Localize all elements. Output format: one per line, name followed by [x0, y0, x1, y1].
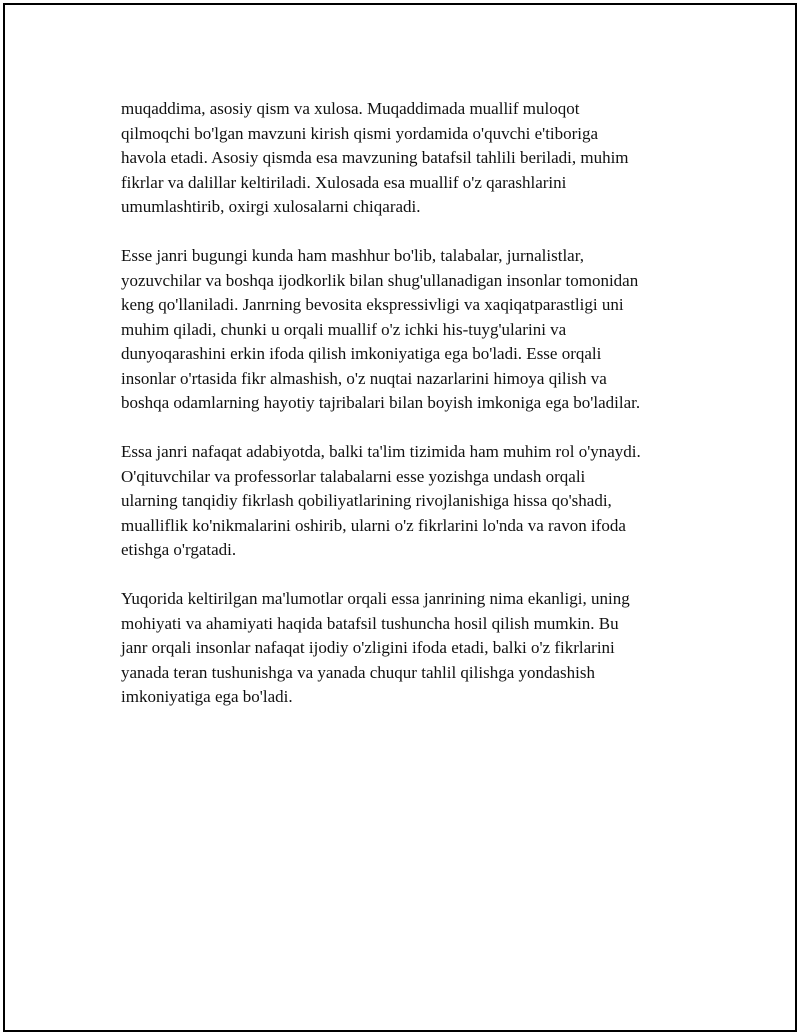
document-body	[121, 97, 721, 734]
paragraph-3: Essa janri nafaqat adabiyotda, balki ta'lim tizimida ham muhim rol o'ynaydi. O'qituvchilar va professorlar talabalarni esse yozishga undash orqali ularning tanqidiy fikrlash qobiliyatlarining rivojlanishiga hissa qo'shadi, mualliflik ko'nikmalarini oshirib, ularni o'z fikrlarini lo'nda va ravon ifoda etishga o'rgatadi.	[121, 442, 641, 559]
paragraph-1: muqaddima, asosiy qism va xulosa. Muqaddimada muallif muloqot qilmoqchi bo'lgan mavzuni kirish qismi yordamida o'quvchi e'tiboriga havola etadi. Asosiy qismda esa mavzuning batafsil tahlili beriladi, muhim fikrlar va dalillar keltiriladi. Xulosada esa muallif o'z qarashlarini umumlashtirib, oxirgi xulosalarni chiqaradi.	[121, 99, 629, 216]
paragraph-2: Esse janri bugungi kunda ham mashhur bo'lib, talabalar, jurnalistlar, yozuvchilar va boshqa ijodkorlik bilan shug'ullanadigan insonlar tomonidan keng qo'llaniladi. Janrning bevosita ekspressivligi va xaqiqatparastligi uni muhim qiladi, chunki u orqali muallif o'z ichki his-tuyg'ularini va dunyoqarashini erkin ifoda qilish imkoniyatiga ega bo'ladi. Esse orqali insonlar o'rtasida fikr almashish, o'z nuqtai nazarlarini himoya qilish va boshqa odamlarning hayotiy tajribalari bilan boyish imkoniga ega bo'ladilar.	[121, 246, 641, 412]
document-page	[3, 3, 797, 1032]
paragraph-4: Yuqorida keltirilgan ma'lumotlar orqali essa janrining nima ekanligi, uning mohiyati va ahamiyati haqida batafsil tushuncha hosil qilish mumkin. Bu janr orqali insonlar nafaqat ijodiy o'zligini ifoda etadi, balki o'z fikrlarini yanada teran tushunishga va yanada chuqur tahlil qilishga yondashish imkoniyatiga ega bo'ladi.	[121, 589, 630, 706]
